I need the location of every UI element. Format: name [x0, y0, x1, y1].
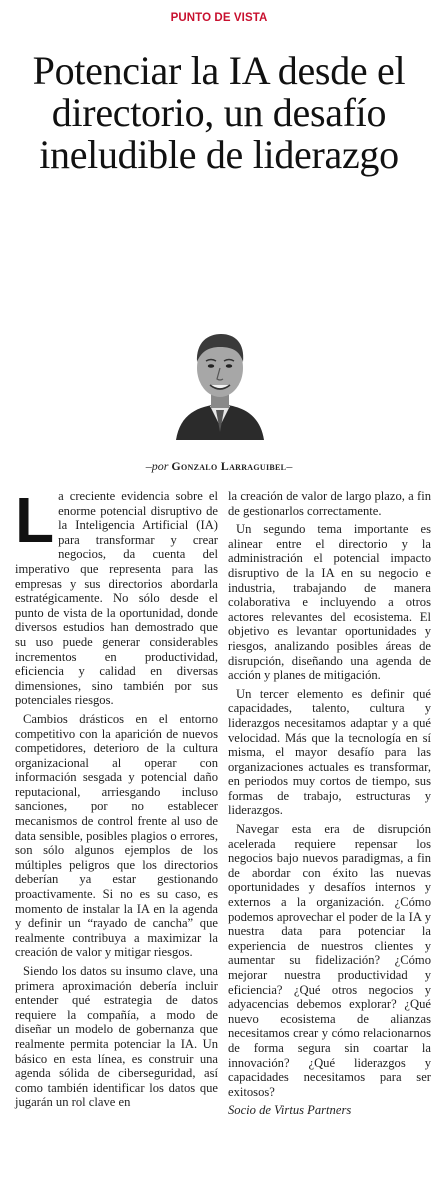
article-paragraph: la creación de valor de largo plazo, a fin de gestionarlos correctamente. — [228, 489, 431, 518]
article-column-left — [15, 484, 218, 1114]
paragraph-text: a creciente evidencia sobre el enorme potencial disruptivo de la Inteligencia Artificial (IA) para transformar y crear negocios, da cuenta del imperativo que representa para las empresas y sus directorios abordarla estratégicamente. No sólo desde el punto de vista de la oportunidad, donde diversos estudios han demostrado que su uso puede generar considerables incrementos en productividad, eficiencia y calidad en diversas dimensiones, sino también por sus potenciales riesgos. — [15, 489, 218, 708]
article-paragraph: Cambios drásticos en el entorno competitivo con la aparición de nuevos competidores, deterioro de la cultura organizacional al operar con información sesgada y potencial daño reputacional, arriesgando incluso sanciones, por no establecer mecanismos de control frente al uso de data sensible, posibles plagios o errores, son sólo algunos ejemplos de los múltiples peligros que los directorios deberían ya estar gestionando proactivamente. Si no es su caso, es momento de instalar la IA en la agenda y definir un “rayado de cancha” que realmente contribuya a maximizar la creación de valor y mitigar riesgos. — [15, 711, 218, 960]
article-column-right — [228, 489, 431, 1122]
article-paragraph: Un segundo tema importante es alinear entre el directorio y la administración el potencial impacto disruptivo de la IA en su negocio e industria, trabajando de manera colaborativa e incluyendo a otros actores relevantes del ecosistema. El objetivo es levantar oportunidades y riesgos, analizando posibles áreas de disrupción, diseñando una agenda de acción y planes de mitigación. — [228, 522, 431, 683]
author-signature: Socio de Virtus Partners — [228, 1103, 352, 1118]
author-name: Gonzalo Larraguibel — [171, 459, 287, 473]
section-kicker: PUNTO DE VISTA — [170, 12, 268, 24]
article-paragraph: Siendo los datos su insumo clave, una primera aproximación debería incluir entender qué estrategia de datos requiere la compañía, a modo de diseñar un modelo de gobernanza que realmente permita potenciar la IA. Un básico en esta línea, es construir una agenda sólida de ciberseguridad, así como también identificar los datos que jugarán un rol clave en — [15, 964, 218, 1110]
drop-cap: L — [15, 484, 55, 556]
article-headline: Potenciar la IA desde el directorio, un desafío ineludible de liderazgo — [32, 48, 406, 177]
byline-suffix: – — [286, 459, 293, 473]
article-paragraph: Navegar esta era de disrupción acelerada requiere repensar los negocios bajo nuevos paradigmas, a fin de abordar con éxito las nuevas oportunidades y desafíos internos y externos a la organización. ¿Cómo podemos aprovechar el poder de la IA y nuestra data para potenciar la experiencia de nuestros clientes y aumentar su fidelización? ¿Cómo mejorar nuestra productividad y eficiencia? ¿Qué otros negocios y adyacencias debemos explorar? ¿Qué nuevo ecosistema de alianzas necesitamos crear y cómo relacionarnos de forma segura sin coartar la innovación? ¿Qué liderazgos y capacidades necesitamos para ser exitosos? — [228, 822, 431, 1099]
article-paragraph — [15, 484, 218, 708]
byline-prefix: –por — [145, 459, 169, 473]
author-portrait — [172, 322, 268, 440]
author-byline — [0, 459, 438, 474]
article-paragraph: Un tercer elemento es definir qué capacidades, talento, cultura y liderazgos necesitamos adaptar y a qué velocidad. Más que la tecnología en sí misma, el mayor desafío para las organizaciones actuales es transformar, en periodos muy cortos de tiempo, sus formas de trabajo, estructuras y liderazgos. — [228, 686, 431, 818]
